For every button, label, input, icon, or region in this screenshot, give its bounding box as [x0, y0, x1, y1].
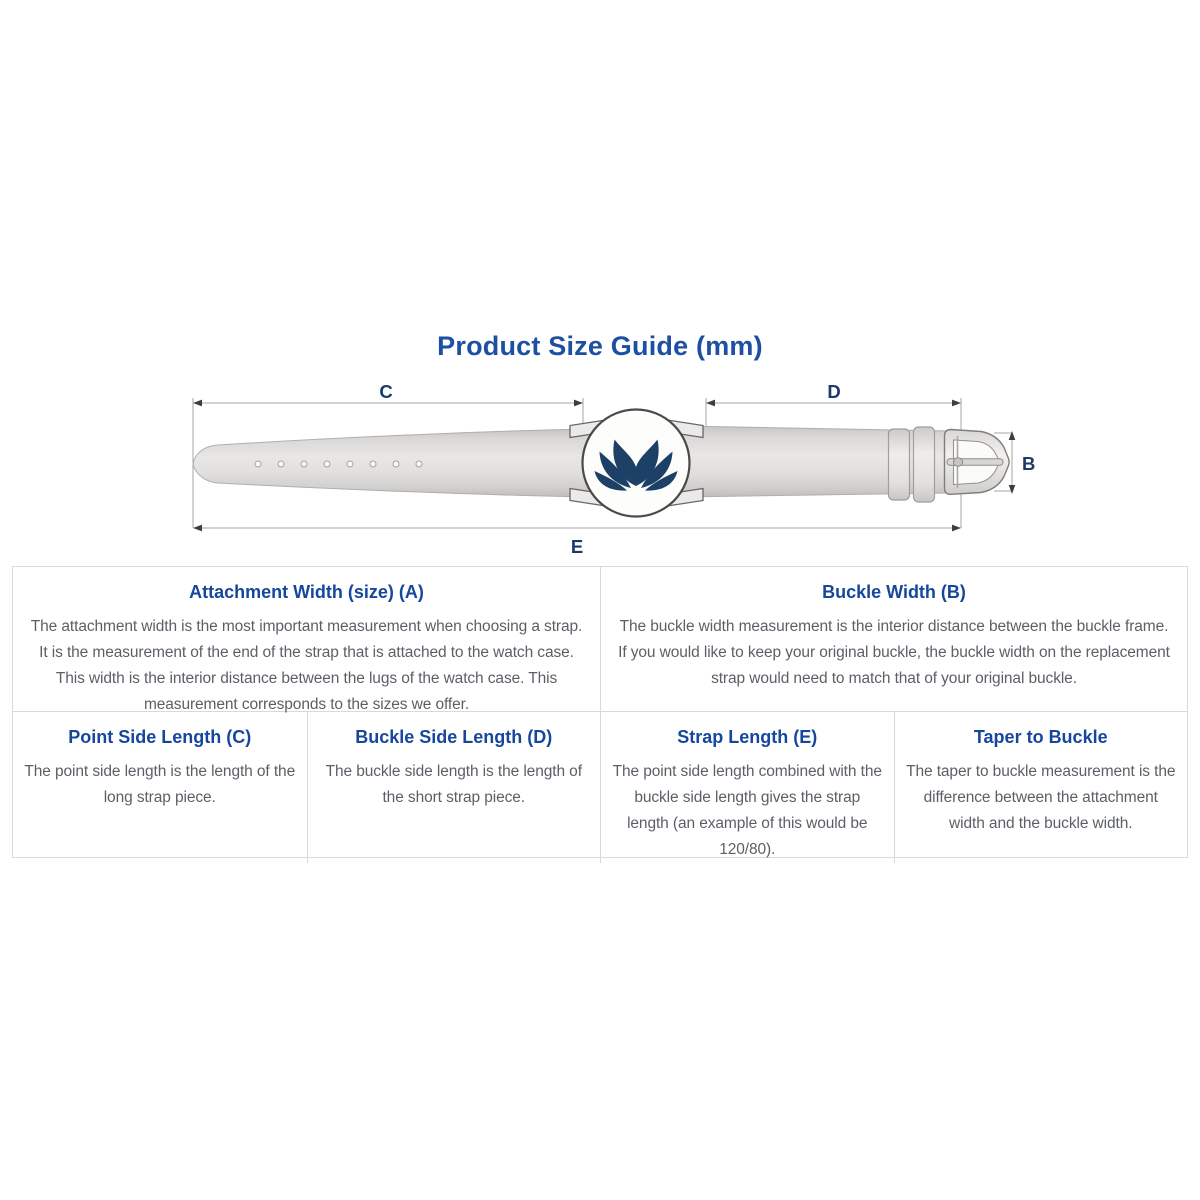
table-cell-point-side-length: [13, 712, 307, 863]
table-cell-taper-to-buckle: [894, 712, 1188, 863]
point-side-strap: [193, 429, 589, 497]
dim-label-d: D: [827, 381, 841, 402]
table-row: [13, 711, 1187, 857]
table-cell-attachment-width: [13, 567, 600, 718]
strap-keeper-2: [914, 427, 935, 502]
watch-case: [583, 410, 690, 517]
cell-title: Taper to Buckle: [973, 727, 1108, 747]
cell-body: The attachment width is the most important measurement when choosing a strap. It is the measurement of the end of the strap that is attached to the watch case. This width is the interior distance between the lugs of the watch case. This measurement corresponds to the sizes we offer.: [30, 618, 583, 713]
cell-title: Point Side Length (C): [68, 727, 252, 747]
cell-body: The point side length combined with the buckle side length gives the strap length (an example of this would be 120/80).: [612, 763, 882, 858]
cell-title: Strap Length (E): [677, 727, 818, 747]
dim-label-b: B: [1022, 453, 1036, 474]
cell-body: The buckle width measurement is the interior distance between the buckle frame. If you would like to keep your original buckle, the buckle width on the replacement strap would need to match that of your original buckle.: [618, 618, 1170, 687]
cell-body: The point side length is the length of the long strap piece.: [24, 763, 296, 806]
strap-size-diagram: [0, 375, 1200, 565]
table-cell-buckle-side-length: [307, 712, 601, 863]
table-cell-strap-length: [600, 712, 894, 863]
strap-keeper-1: [889, 429, 910, 500]
cell-title: Buckle Side Length (D): [355, 727, 553, 747]
cell-title: Buckle Width (B): [822, 582, 966, 602]
table-row: [13, 567, 1187, 711]
cell-body: The buckle side length is the length of the short strap piece.: [325, 763, 582, 806]
table-cell-buckle-width: [600, 567, 1187, 718]
cell-title: Attachment Width (size) (A): [189, 582, 424, 602]
page-title: Product Size Guide (mm): [437, 331, 763, 361]
size-guide-table: [12, 566, 1188, 858]
dim-label-c: C: [379, 381, 393, 402]
buckle: [945, 430, 1010, 495]
cell-body: The taper to buckle measurement is the difference between the attachment width and the buckle width.: [906, 763, 1176, 832]
dim-label-e: E: [570, 536, 584, 557]
